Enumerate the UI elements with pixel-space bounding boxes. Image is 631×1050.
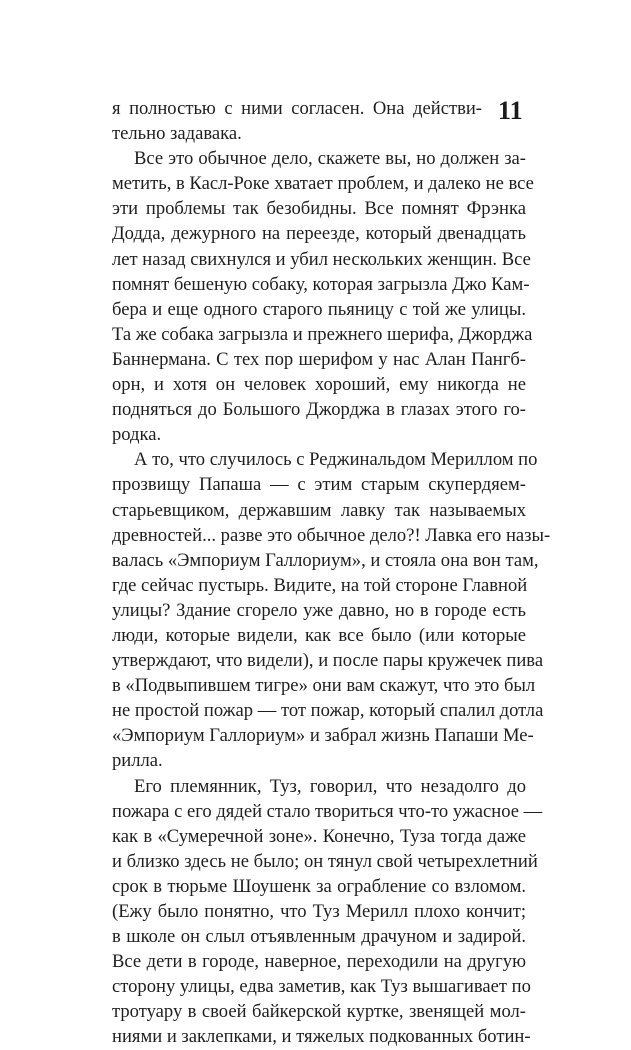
text-line: подняться до Большого Джорджа в глазах этого го- [112,399,526,421]
text-line: Все дети в городе, наверное, переходили на другую [112,951,526,973]
text-line: старьевщиком, державшим лавку так называемых [112,499,526,521]
text-line: тротуару в своей байкерской куртке, звенящей мол- [112,1001,526,1023]
body-text [112,96,551,1050]
text-line: как в «Сумеречной зоне». Конечно, Туза тогда даже [112,825,526,847]
text-line: Его племянник, Туз, говорил, что незадолго до [134,775,526,797]
text-line: Все это обычное дело, скажете вы, но должен за- [134,148,526,170]
text-line: Додда, дежурного на переезде, который двенадцать [112,223,526,245]
text-line: родка. [112,424,162,446]
text-line: орн, и хотя он человек хороший, ему никогда не [112,374,526,396]
text-line: ниями и заклепками, и тяжелых подкованных ботин- [112,1026,531,1048]
text-line: пожара с его дядей стало твориться что-то ужасное — [112,800,543,822]
text-line: Баннермана. С тех пор шерифом у нас Алан Пангб- [112,348,526,370]
text-line: не простой пожар — тот пожар, который спалил дотла [112,700,544,722]
text-line: срок в тюрьме Шоушенк за ограбление со взломом. [112,875,526,897]
text-line: и близко здесь не было; он тянул свой четырехлетний [112,850,538,872]
text-line: сторону улицы, едва заметив, как Туз вышагивает по [112,976,531,998]
text-line: прозвищу Папаша — с этим старым скупердяем- [112,474,526,496]
text-line: «Эмпориум Галлориум» и забрал жизнь Папаши Ме- [112,725,534,747]
text-line: утверждают, что видели), и после пары кружечек пива [112,650,544,672]
text-line: метить, в Касл-Роке хватает проблем, и далеко не все [112,173,534,195]
text-line: помнят бешеную собаку, которая загрызла Джо Кам- [112,273,530,295]
text-line: лет назад свихнулся и убил нескольких женщин. Все [112,248,531,270]
text-line: в «Подвыпившем тигре» они вам скажут, что это был [112,675,536,697]
text-line: древностей... разве это обычное дело?! Лавка его назы- [112,524,551,546]
text-line: Та же собака загрызла и прежнего шерифа, Джорджа [112,323,533,345]
text-line: бера и еще одного старого пьяницу с той же улицы. [112,298,526,320]
text-line: эти проблемы так безобидны. Все помнят Фрэнка [112,198,526,220]
text-line: рилла. [112,750,163,772]
text-line: тельно задавака. [112,123,242,145]
text-line: А то, что случилось с Реджинальдом Мериллом по [134,449,538,471]
text-line: в школе он слыл отъявленным драчуном и задирой. [112,926,526,948]
text-line: валась «Эмпориум Галлориум», и стояла она вон там, [112,549,539,571]
text-line: где сейчас пустырь. Видите, на той стороне Главной [112,574,528,596]
page-number: 11 [498,96,523,125]
text-line: улицы? Здание сгорело уже давно, но в городе есть [112,599,526,621]
text-line: (Ежу было понятно, что Туз Мерилл плохо кончит; [112,901,526,922]
text-line: люди, которые видели, как все было (или которые [112,624,526,646]
text-line: я полностью с ними согласен. Она действи- [112,98,482,119]
